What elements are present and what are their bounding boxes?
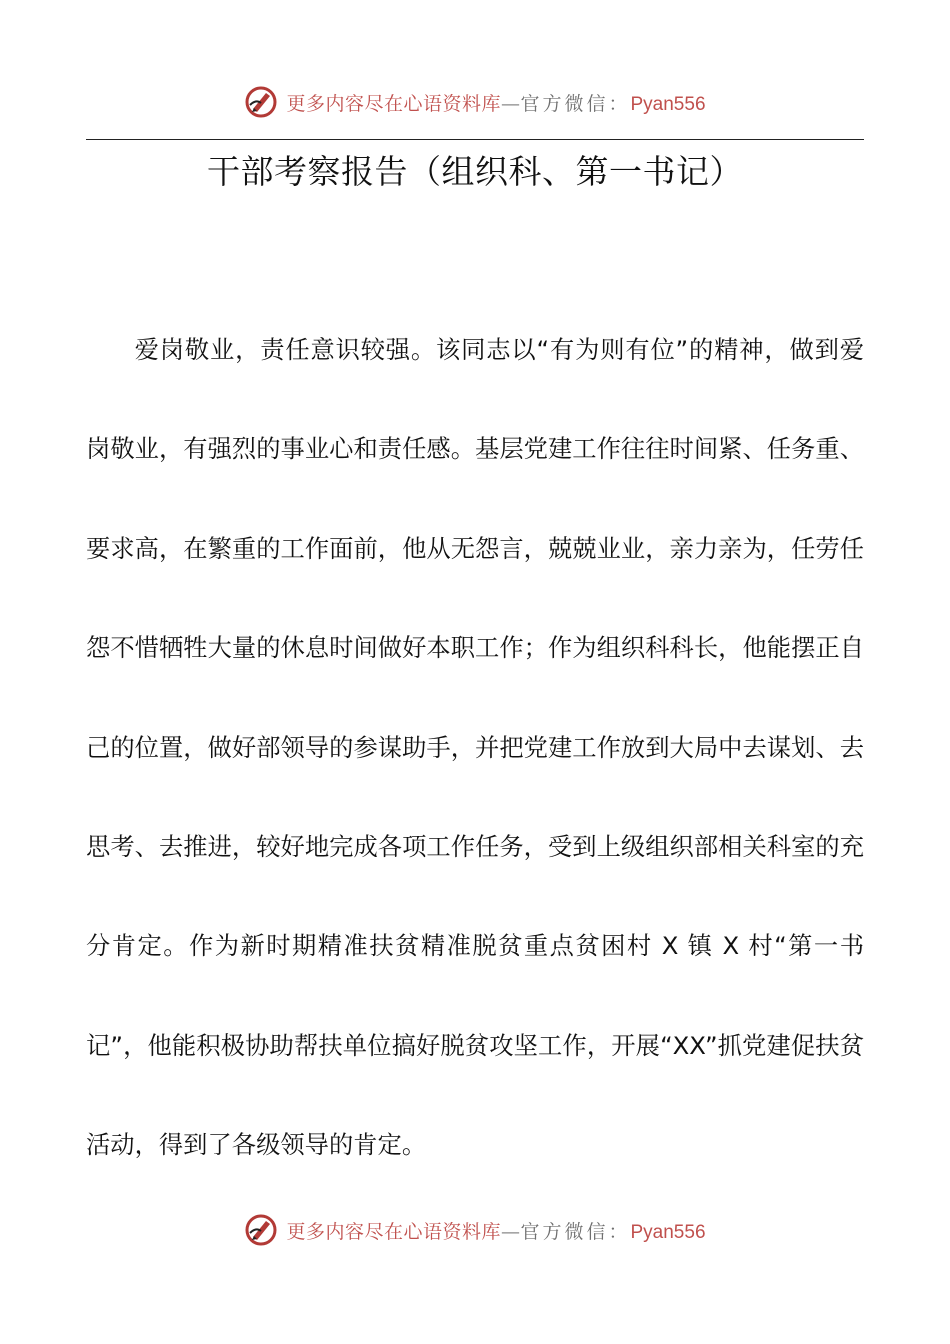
footer-wechat-id: Pyan556 — [630, 1221, 706, 1243]
body-paragraph: 爱岗敬业，责任意识较强。该同志以“有为则有位”的精神，做到爱岗敬业，有强烈的事业心和责任感。基层党建工作往往时间紧、任务重、要求高，在繁重的工作面前，他从无怨言，兢兢业业，亲力亲为，任劳任怨不惜牺牲大量的休息时间做好本职工作；作为组织科科长，他能摆正自己的位置，做好部领导的参谋助手，并把党建工作放到大局中去谋划、去思考、去推进，较好地完成各项工作任务，受到上级组织部相关科室的充分肯定。作为新时期精准扶贫精准脱贫重点贫困村 X 镇 X 村“第一书记”，他能积极协助帮扶单位搞好脱贫攻坚工作，开展“XX”抓党建促扶贫活动，得到了各级领导的肯定。 — [86, 335, 864, 1160]
banner-wechat-id: Pyan556 — [630, 93, 706, 115]
document-title: 干部考察报告（组织科、第一书记） — [207, 152, 743, 191]
header-banner — [0, 80, 950, 124]
header-rule — [86, 139, 864, 140]
pen-seal-icon — [244, 1213, 278, 1247]
pen-seal-icon — [244, 85, 278, 119]
banner-dash: — — [500, 92, 521, 115]
footer-site-text: 更多内容尽在心语资料库 — [286, 1220, 501, 1243]
footer-dash: — — [500, 1220, 521, 1243]
footer-wechat-label: 官方微信： — [520, 1220, 631, 1243]
banner-text — [286, 89, 705, 116]
footer-banner-text — [286, 1217, 705, 1244]
banner-site-text: 更多内容尽在心语资料库 — [286, 92, 501, 115]
footer-banner — [0, 1208, 950, 1252]
banner-wechat-label: 官方微信： — [520, 92, 631, 115]
